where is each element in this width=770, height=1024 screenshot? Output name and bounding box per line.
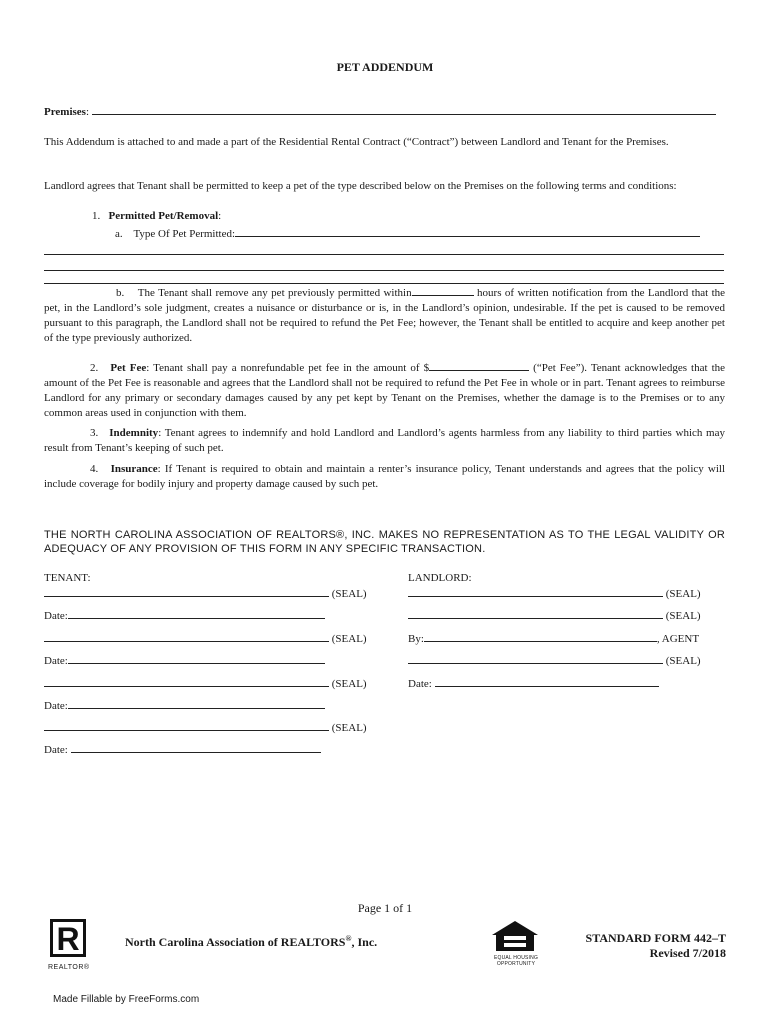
landlord-date-field[interactable] [435, 675, 659, 687]
revision-date: Revised 7/2018 [649, 946, 726, 960]
item-1b-text-end: Landlord that the pet, in the Landlord’s sole judgment, creates a nuisance or disturbance or is, in the Landlord’s opinion, undesirable. If the pet is caused to be removed pursuant to this paragraph, the Landlord shall not be required to refund the Pet Fee; however, the Tenant shall be entitled to acquire and keep another pet of the type previously authorized. [44, 287, 726, 344]
item-4-paragraph [44, 462, 725, 492]
legal-disclaimer: THE NORTH CAROLINA ASSOCIATION OF REALTORS®, INC. MAKES NO REPRESENTATION AS TO THE LEGAL VALIDITY OR ADEQUACY OF ANY PROVISION OF THIS FORM IN ANY SPECIFIC TRANSACTION. [44, 529, 725, 555]
tenant-date-1-field[interactable] [68, 607, 325, 619]
association-name-suffix: , Inc. [351, 935, 378, 949]
item-1-colon: : [218, 210, 222, 222]
landlord-date [408, 675, 659, 692]
form-number: STANDARD FORM 442–T [585, 931, 726, 945]
tenant-signature-1-field[interactable] [44, 585, 329, 597]
tenant-signature-1 [44, 585, 367, 602]
item-3-number: 3. [90, 427, 99, 439]
tenant-signature-3-field[interactable] [44, 675, 329, 687]
realtor-caption: REALTOR® [48, 964, 90, 971]
page-number: Page 1 of 1 [357, 901, 413, 915]
intro-paragraph: This Addendum is attached to and made a part of the Residential Rental Contract (“Contract”) between Landlord and Tenant for the Premises. [44, 136, 669, 148]
tenant-signature-4-field[interactable] [44, 719, 329, 731]
tenant-date-1-label: Date: [44, 610, 68, 622]
association-name-text: North Carolina Association of REALTORS [125, 935, 346, 949]
tenant-signature-4 [44, 719, 367, 736]
form-info [540, 931, 726, 961]
item-1-title: Permitted Pet/Removal [108, 210, 219, 222]
item-1a-line [115, 225, 700, 242]
pet-fee-field[interactable] [429, 359, 529, 371]
tenant-date-3-label: Date: [44, 700, 68, 712]
pet-type-field[interactable] [235, 225, 700, 237]
equal-housing-icon [490, 919, 540, 953]
tenant-signature-2-field[interactable] [44, 630, 329, 642]
item-2-text-start: : Tenant shall pay a nonrefundable pet fee in the amount of $ [146, 362, 430, 374]
tenant-date-3-field[interactable] [68, 697, 325, 709]
item-2-text-end: (“Pet Fee”). Tenant acknowledges that the amount of the Pet Fee is reasonable and agrees that the Landlord shall not be required to refund the Pet Fee in whole or in part. Tenant agrees to reimburse Landlord for any primary or secondary damages caused by any pet kept by Tenant on the Premises, whether the damage is to the Premises or to any common areas used in conjunction with them. [44, 362, 726, 419]
tenant-date-4-label: Date: [44, 744, 68, 756]
item-3-paragraph [44, 426, 725, 456]
tenant-date-2-field[interactable] [68, 652, 325, 664]
item-1b-text-start: The Tenant shall remove any pet previously permitted within [137, 287, 412, 299]
agent-signature-field[interactable] [424, 630, 657, 642]
item-4-title: Insurance [110, 463, 158, 475]
item-1b-text-mid: hours of written notification from the [477, 287, 645, 299]
landlord-signature-1-field[interactable] [408, 585, 663, 597]
tenant-label: TENANT: [44, 572, 91, 584]
item-2-paragraph [44, 359, 725, 421]
landlord-label: LANDLORD: [408, 572, 472, 584]
item-1-heading [92, 209, 221, 224]
landlord-signature-2-field[interactable] [408, 607, 663, 619]
tenant-seal-2: (SEAL) [331, 633, 367, 645]
item-3-text: : Tenant agrees to indemnify and hold Landlord and Landlord’s agents harmless from any liability to third parties which may result from Tenant’s keeping of such pet. [44, 427, 725, 454]
tenant-date-2 [44, 652, 325, 669]
pet-type-line-3[interactable] [44, 270, 724, 271]
made-fillable-link[interactable]: Made Fillable by FreeForms.com [53, 994, 200, 1005]
premises-line [44, 103, 734, 120]
item-3-title: Indemnity [109, 427, 159, 439]
item-4-text: : If Tenant is required to obtain and maintain a renter’s insurance policy, Tenant understands and agrees that the policy will include coverage for bodily injury and property damage caused by such pet. [44, 463, 725, 490]
tenant-signature-2 [44, 630, 367, 647]
premises-colon: : [85, 106, 90, 118]
association-name-reg: ® [345, 934, 352, 943]
landlord-signature-3 [408, 652, 701, 669]
landlord-agent-line [408, 630, 699, 647]
item-1a-label: a. [115, 228, 123, 240]
tenant-date-3 [44, 697, 325, 714]
item-1a-text: Type Of Pet Permitted: [133, 228, 236, 240]
tenant-seal-4: (SEAL) [331, 722, 367, 734]
association-name [125, 931, 377, 950]
removal-hours-field[interactable] [412, 284, 474, 296]
tenant-signature-3 [44, 675, 367, 692]
landlord-seal-1: (SEAL) [665, 588, 701, 600]
tenant-date-4-field[interactable] [71, 741, 321, 753]
realtor-logo-letter: R [56, 921, 80, 957]
item-1b-paragraph [44, 284, 725, 346]
realtor-logo-icon [50, 919, 86, 957]
pet-type-line-2[interactable] [44, 254, 724, 255]
tenant-seal-1: (SEAL) [331, 588, 367, 600]
tenant-seal-3: (SEAL) [331, 678, 367, 690]
form-title: PET ADDENDUM [336, 60, 434, 74]
agent-label: , AGENT [656, 633, 700, 645]
tenant-date-2-label: Date: [44, 655, 68, 667]
premises-field[interactable] [92, 103, 716, 115]
tenant-date-1 [44, 607, 325, 624]
item-1b-label: b. [116, 287, 125, 299]
landlord-seal-3: (SEAL) [665, 655, 701, 667]
landlord-signature-3-field[interactable] [408, 652, 663, 664]
item-2-title: Pet Fee [110, 362, 147, 374]
item-4-number: 4. [90, 463, 99, 475]
landlord-date-label: Date: [408, 678, 432, 690]
landlord-signature-2 [408, 607, 701, 624]
premises-label: Premises [44, 106, 86, 118]
tenant-date-4 [44, 741, 321, 758]
item-1-number: 1. [92, 210, 101, 222]
equal-housing-caption: EQUAL HOUSING OPPORTUNITY [493, 955, 539, 967]
item-2-number: 2. [90, 362, 99, 374]
landlord-signature-1 [408, 585, 701, 602]
terms-paragraph: Landlord agrees that Tenant shall be permitted to keep a pet of the type described below on the Premises on the following terms and conditions: [44, 180, 677, 192]
agent-by-label: By: [408, 633, 424, 645]
landlord-seal-2: (SEAL) [665, 610, 701, 622]
